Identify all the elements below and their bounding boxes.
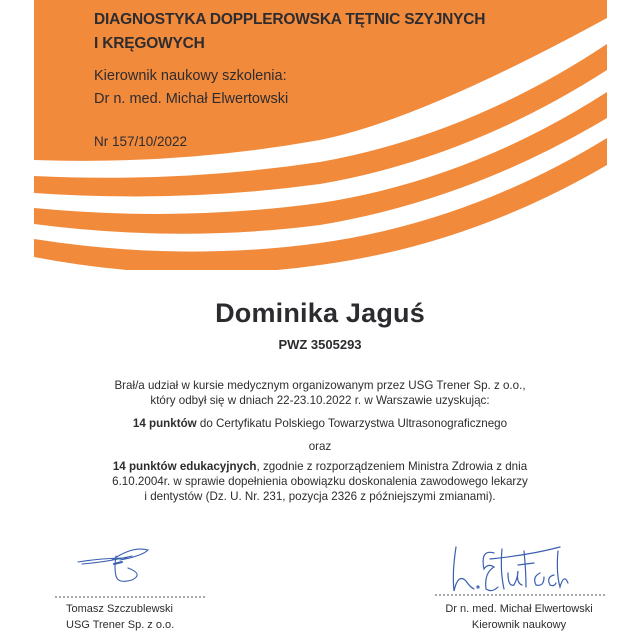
- edu-points-bold: 14 punktów edukacyjnych: [112, 460, 257, 473]
- ptu-points-bold: 14 punktów: [132, 417, 197, 430]
- course-title-line2: I KRĘGOWYCH: [94, 35, 205, 52]
- signature-right-line: [435, 594, 605, 596]
- recipient-name: Dominika Jaguś: [215, 298, 425, 328]
- signature-right-role: Kierownik naukowy: [471, 619, 567, 631]
- course-title-line1: DIAGNOSTYKA DOPPLEROWSKA TĘTNIC SZYJNYCH: [94, 11, 486, 28]
- body-line-regulation-3: i dentystów (Dz. U. Nr. 231, pozycja 2326 z późniejszymi zmianami).: [144, 490, 496, 503]
- body-line-dates: który odbył się w dniach 22-23.10.2022 r. w Warszawie uzyskując:: [150, 394, 490, 407]
- body-line-and: oraz: [308, 440, 332, 453]
- signature-left-name: Tomasz Szczublewski: [66, 603, 173, 615]
- signature-left-line: [55, 596, 205, 598]
- supervisor-label: Kierownik naukowy szkolenia:: [94, 68, 287, 84]
- signature-right-name: Dr n. med. Michał Elwertowski: [445, 603, 593, 615]
- signature-right-icon: [450, 543, 570, 597]
- certificate-number: Nr 157/10/2022: [94, 134, 188, 149]
- signature-left-icon: [72, 544, 152, 590]
- edu-points-text: , zgodnie z rozporządzeniem Ministra Zdrowia z dnia: [256, 460, 528, 473]
- body-line-course: Brał/a udział w kursie medycznym organizowanym przez USG Trener Sp. z o.o.,: [114, 379, 526, 392]
- ptu-points-text: do Certyfikatu Polskiego Towarzystwa Ultrasonograficznego: [196, 417, 508, 430]
- recipient-pwz: PWZ 3505293: [278, 337, 362, 352]
- body-line-edu-points: [0, 460, 640, 473]
- body-line-regulation-2: 6.10.2004r. w sprawie dopełnienia obowiązku doskonalenia zawodowego lekarzy: [112, 475, 528, 488]
- supervisor-name: Dr n. med. Michał Elwertowski: [94, 91, 289, 107]
- body-line-ptu-points: [0, 417, 640, 430]
- signature-left-role: USG Trener Sp. z o.o.: [66, 619, 175, 631]
